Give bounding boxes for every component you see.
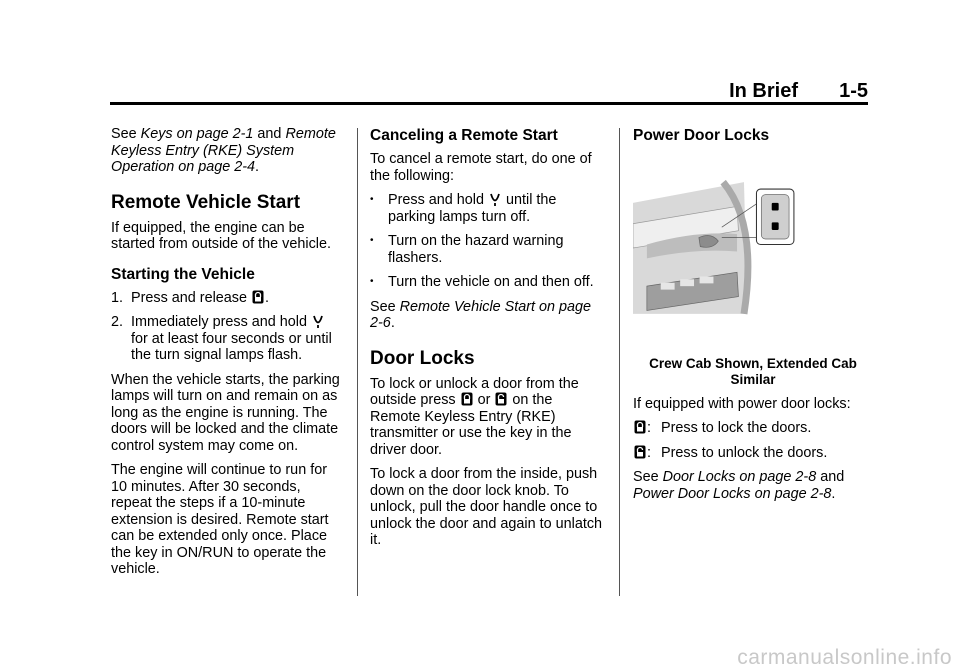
- paragraph: To lock a door from the inside, push down on the door lock knob. To unlock, pull the door handle once to unlock the door and again to unlatch it.: [370, 466, 603, 548]
- subheading-power-door-locks: Power Door Locks: [633, 127, 770, 144]
- list-item: • Turn the vehicle on and then off.: [370, 274, 594, 290]
- column-3: [633, 126, 873, 510]
- list-item: • Press and hold until the parking lamps turn off.: [370, 192, 557, 225]
- link-door-locks[interactable]: Door Locks on page 2-8: [662, 469, 817, 485]
- link-power-door-locks[interactable]: Power Door Locks on page 2-8: [633, 485, 832, 502]
- list-item: • Turn on the hazard warning flashers.: [370, 233, 564, 266]
- paragraph: When the vehicle starts, the parking lamps will turn on and remain on as long as the engine is running. The doors will be locked and the climate control system may come on.: [111, 371, 340, 454]
- link-rke[interactable]: Remote Keyless Entry (RKE) System Operation on page 2-4: [111, 126, 336, 175]
- figure-caption: Crew Cab Shown, Extended Cab Similar: [649, 355, 857, 387]
- cross-reference: See Keys on page 2-1 and Remote Keyless Entry (RKE) System Operation on page 2-4.: [111, 126, 336, 175]
- heading-remote-vehicle-start: Remote Vehicle Start: [111, 191, 301, 213]
- column-1: [111, 126, 343, 586]
- column-divider: [357, 128, 358, 596]
- subheading-starting-vehicle: Starting the Vehicle: [111, 265, 255, 283]
- paragraph: The engine will continue to run for 10 minutes. After 30 seconds, repeat the steps if a 10-minute extension is desired. Remote start can be extended only once. Place the key in ON/RUN to operate the vehicle.: [111, 462, 329, 577]
- unlock-icon: [634, 445, 646, 459]
- heading-door-locks: Door Locks: [370, 347, 475, 369]
- cross-reference: See Remote Vehicle Start on page 2-6.: [370, 298, 592, 331]
- lock-icon: [461, 392, 473, 406]
- remote-start-icon: [489, 192, 501, 206]
- step-item: 1. Press and release .: [111, 289, 269, 306]
- header-rule: [110, 102, 868, 105]
- unlock-icon: [495, 392, 507, 406]
- subheading-canceling: Canceling a Remote Start: [370, 127, 558, 144]
- step-item: 2. Immediately press and hold for at least four seconds or until the turn signal lamps flash.: [111, 314, 332, 363]
- bullet: •: [370, 194, 374, 205]
- column-2: [370, 126, 605, 557]
- bullet: •: [370, 235, 374, 246]
- unlock-description: : Press to unlock the doors.: [633, 445, 873, 462]
- section-title: In Brief: [729, 80, 798, 102]
- paragraph: If equipped with power door locks:: [633, 395, 851, 412]
- lock-icon: [634, 420, 646, 434]
- paragraph: To lock or unlock a door from the outside press or on the Remote Keyless Entry (RKE) transmitter or use the key in the driver door.: [370, 375, 579, 458]
- bullet: •: [370, 276, 374, 287]
- remote-start-icon: [312, 314, 324, 328]
- paragraph: If equipped, the engine can be started from outside of the vehicle.: [111, 219, 331, 252]
- link-remote-start[interactable]: Remote Vehicle Start on page 2-6: [370, 298, 592, 331]
- link-keys[interactable]: Keys on page 2-1: [140, 126, 254, 142]
- page-number: 1-5: [839, 80, 868, 102]
- lock-icon: [252, 290, 264, 304]
- watermark: carmanualsonline.info: [737, 646, 952, 669]
- lock-description: : Press to lock the doors.: [633, 420, 873, 437]
- column-divider: [619, 128, 620, 596]
- page-header: [110, 80, 870, 104]
- cross-reference: See Door Locks on page 2-8 and Power Door Locks on page 2-8.: [633, 469, 845, 502]
- paragraph: To cancel a remote start, do one of the following:: [370, 151, 592, 184]
- door-panel-illustration: [633, 153, 796, 343]
